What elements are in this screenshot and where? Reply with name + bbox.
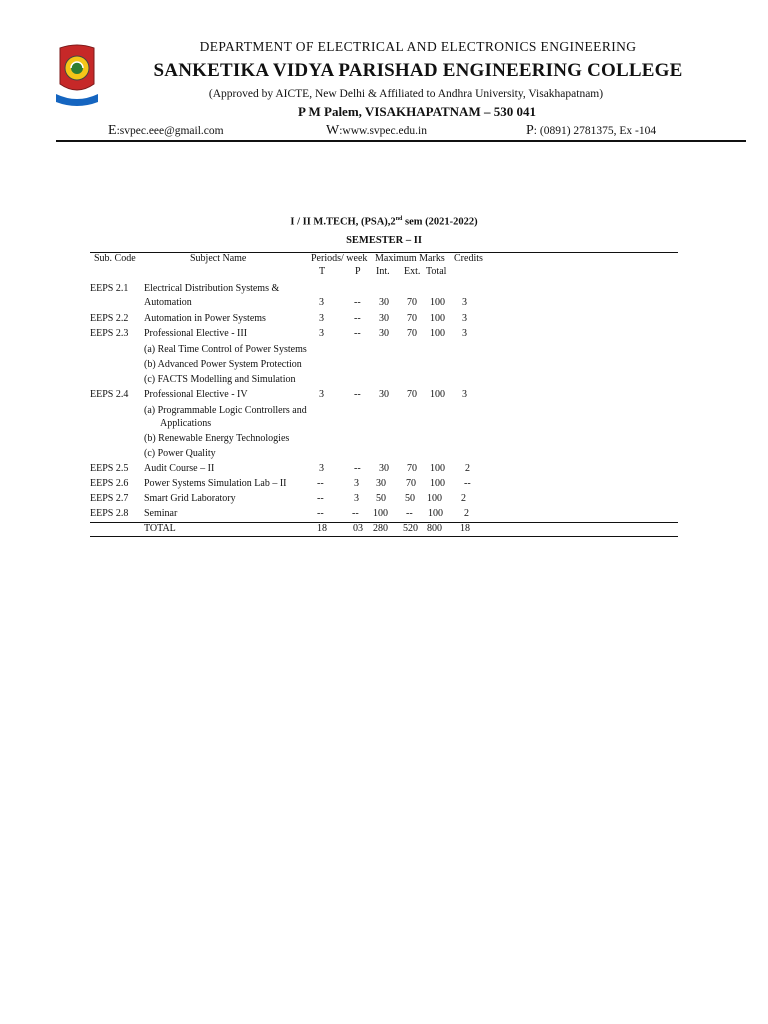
total-total: 800 xyxy=(427,523,442,534)
row-t: -- xyxy=(317,478,324,489)
semester-title-main: I / II M.TECH, (PSA),2 xyxy=(290,216,396,228)
college-address: P M Palem, VISAKHAPATNAM – 530 041 xyxy=(298,104,536,119)
phone-text: : (0891) 2781375, Ex -104 xyxy=(533,125,657,137)
row-credits: 2 xyxy=(461,493,466,504)
row-int: 100 xyxy=(373,508,388,519)
elective-option-continued: Applications xyxy=(160,418,212,429)
college-name: SANKETIKA VIDYA PARISHAD ENGINEERING COLLEGE xyxy=(153,60,683,81)
row-int: 30 xyxy=(379,389,389,400)
total-credits: 18 xyxy=(460,523,470,534)
row-ext: 70 xyxy=(407,463,417,474)
row-int: 50 xyxy=(376,493,386,504)
header-periods: Periods/ week xyxy=(311,253,368,264)
row-code: EEPS 2.8 xyxy=(90,508,129,519)
row-code: EEPS 2.5 xyxy=(90,463,129,474)
row-credits: 3 xyxy=(462,313,467,324)
phone-letter: P xyxy=(526,123,534,138)
row-code: EEPS 2.1 xyxy=(90,283,129,294)
department-name: DEPARTMENT OF ELECTRICAL AND ELECTRONICS ENGINEERING xyxy=(199,39,637,54)
row-ext: -- xyxy=(406,508,413,519)
row-total: 100 xyxy=(430,463,445,474)
header-sub-code: Sub. Code xyxy=(94,253,136,264)
row-int: 30 xyxy=(379,297,389,308)
row-ext: 70 xyxy=(406,478,416,489)
row-t: 3 xyxy=(319,328,324,339)
header-max-marks: Maximum Marks xyxy=(375,253,445,264)
row-name: Audit Course – II xyxy=(144,463,215,474)
row-p: 3 xyxy=(354,478,359,489)
phone-contact xyxy=(526,123,656,139)
row-ext: 70 xyxy=(407,313,417,324)
row-total: 100 xyxy=(428,508,443,519)
header-int: Int. xyxy=(376,266,390,277)
row-name: Seminar xyxy=(144,508,178,519)
row-credits: 3 xyxy=(462,328,467,339)
row-p: -- xyxy=(354,463,361,474)
row-int: 30 xyxy=(379,328,389,339)
header-total: Total xyxy=(426,266,447,277)
row-ext: 70 xyxy=(407,328,417,339)
elective-option: (b) Renewable Energy Technologies xyxy=(144,433,290,444)
row-t: 3 xyxy=(319,463,324,474)
row-name: Power Systems Simulation Lab – II xyxy=(144,478,287,489)
row-int: 30 xyxy=(379,313,389,324)
row-int: 30 xyxy=(376,478,386,489)
row-p: -- xyxy=(354,297,361,308)
row-ext: 70 xyxy=(407,389,417,400)
row-t: 3 xyxy=(319,313,324,324)
row-p: -- xyxy=(354,328,361,339)
elective-option: (a) Programmable Logic Controllers and xyxy=(144,405,307,416)
row-code: EEPS 2.6 xyxy=(90,478,129,489)
row-code: EEPS 2.7 xyxy=(90,493,129,504)
elective-option: (a) Real Time Control of Power Systems xyxy=(144,344,307,355)
total-label: TOTAL xyxy=(144,523,176,534)
approval-note: (Approved by AICTE, New Delhi & Affiliated to Andhra University, Visakhapatnam) xyxy=(208,88,604,100)
header-credits: Credits xyxy=(454,253,483,264)
row-p: -- xyxy=(354,313,361,324)
row-p: -- xyxy=(352,508,359,519)
semester-title-sup: nd xyxy=(395,216,403,222)
row-total: 100 xyxy=(430,297,445,308)
semester-title xyxy=(0,216,768,228)
row-name: Electrical Distribution Systems & xyxy=(144,283,280,294)
row-credits: 3 xyxy=(462,389,467,400)
elective-option: (c) FACTS Modelling and Simulation xyxy=(144,374,296,385)
row-credits: 2 xyxy=(465,463,470,474)
row-total: 100 xyxy=(430,328,445,339)
row-t: -- xyxy=(317,493,324,504)
semester-subtitle: SEMESTER – II xyxy=(346,235,422,246)
row-code: EEPS 2.3 xyxy=(90,328,129,339)
row-int: 30 xyxy=(379,463,389,474)
email-contact xyxy=(108,123,224,139)
header-t: T xyxy=(319,266,326,277)
row-name: Professional Elective - III xyxy=(144,328,248,339)
row-name: Professional Elective - IV xyxy=(144,389,248,400)
row-ext: 50 xyxy=(405,493,415,504)
web-text: :www.svpec.edu.in xyxy=(339,125,427,137)
header-p: P xyxy=(355,266,361,277)
row-credits: -- xyxy=(464,478,471,489)
row-code: EEPS 2.4 xyxy=(90,389,129,400)
web-letter: W xyxy=(326,123,340,138)
row-total: 100 xyxy=(427,493,442,504)
total-int: 280 xyxy=(373,523,388,534)
row-credits: 2 xyxy=(464,508,469,519)
row-total: 100 xyxy=(430,313,445,324)
table-bottom-rule xyxy=(90,536,678,537)
row-total: 100 xyxy=(430,389,445,400)
header-ext: Ext. xyxy=(404,266,421,277)
total-p: 03 xyxy=(353,523,363,534)
email-text: :svpec.eee@gmail.com xyxy=(116,125,224,137)
row-t: 3 xyxy=(319,297,324,308)
row-code: EEPS 2.2 xyxy=(90,313,129,324)
elective-option: (b) Advanced Power System Protection xyxy=(144,359,302,370)
row-name: Smart Grid Laboratory xyxy=(144,493,236,504)
row-t: -- xyxy=(317,508,324,519)
email-letter: E xyxy=(108,123,117,138)
row-name-continued: Automation xyxy=(144,297,192,308)
web-contact xyxy=(326,123,427,139)
semester-title-tail: sem (2021-2022) xyxy=(402,216,478,228)
row-total: 100 xyxy=(430,478,445,489)
row-t: 3 xyxy=(319,389,324,400)
row-ext: 70 xyxy=(407,297,417,308)
row-p: 3 xyxy=(354,493,359,504)
row-credits: 3 xyxy=(462,297,467,308)
total-t: 18 xyxy=(317,523,327,534)
row-p: -- xyxy=(354,389,361,400)
header-divider xyxy=(56,140,746,142)
total-ext: 520 xyxy=(403,523,418,534)
elective-option: (c) Power Quality xyxy=(144,448,216,459)
row-name: Automation in Power Systems xyxy=(144,313,266,324)
header-subject-name: Subject Name xyxy=(190,253,247,264)
